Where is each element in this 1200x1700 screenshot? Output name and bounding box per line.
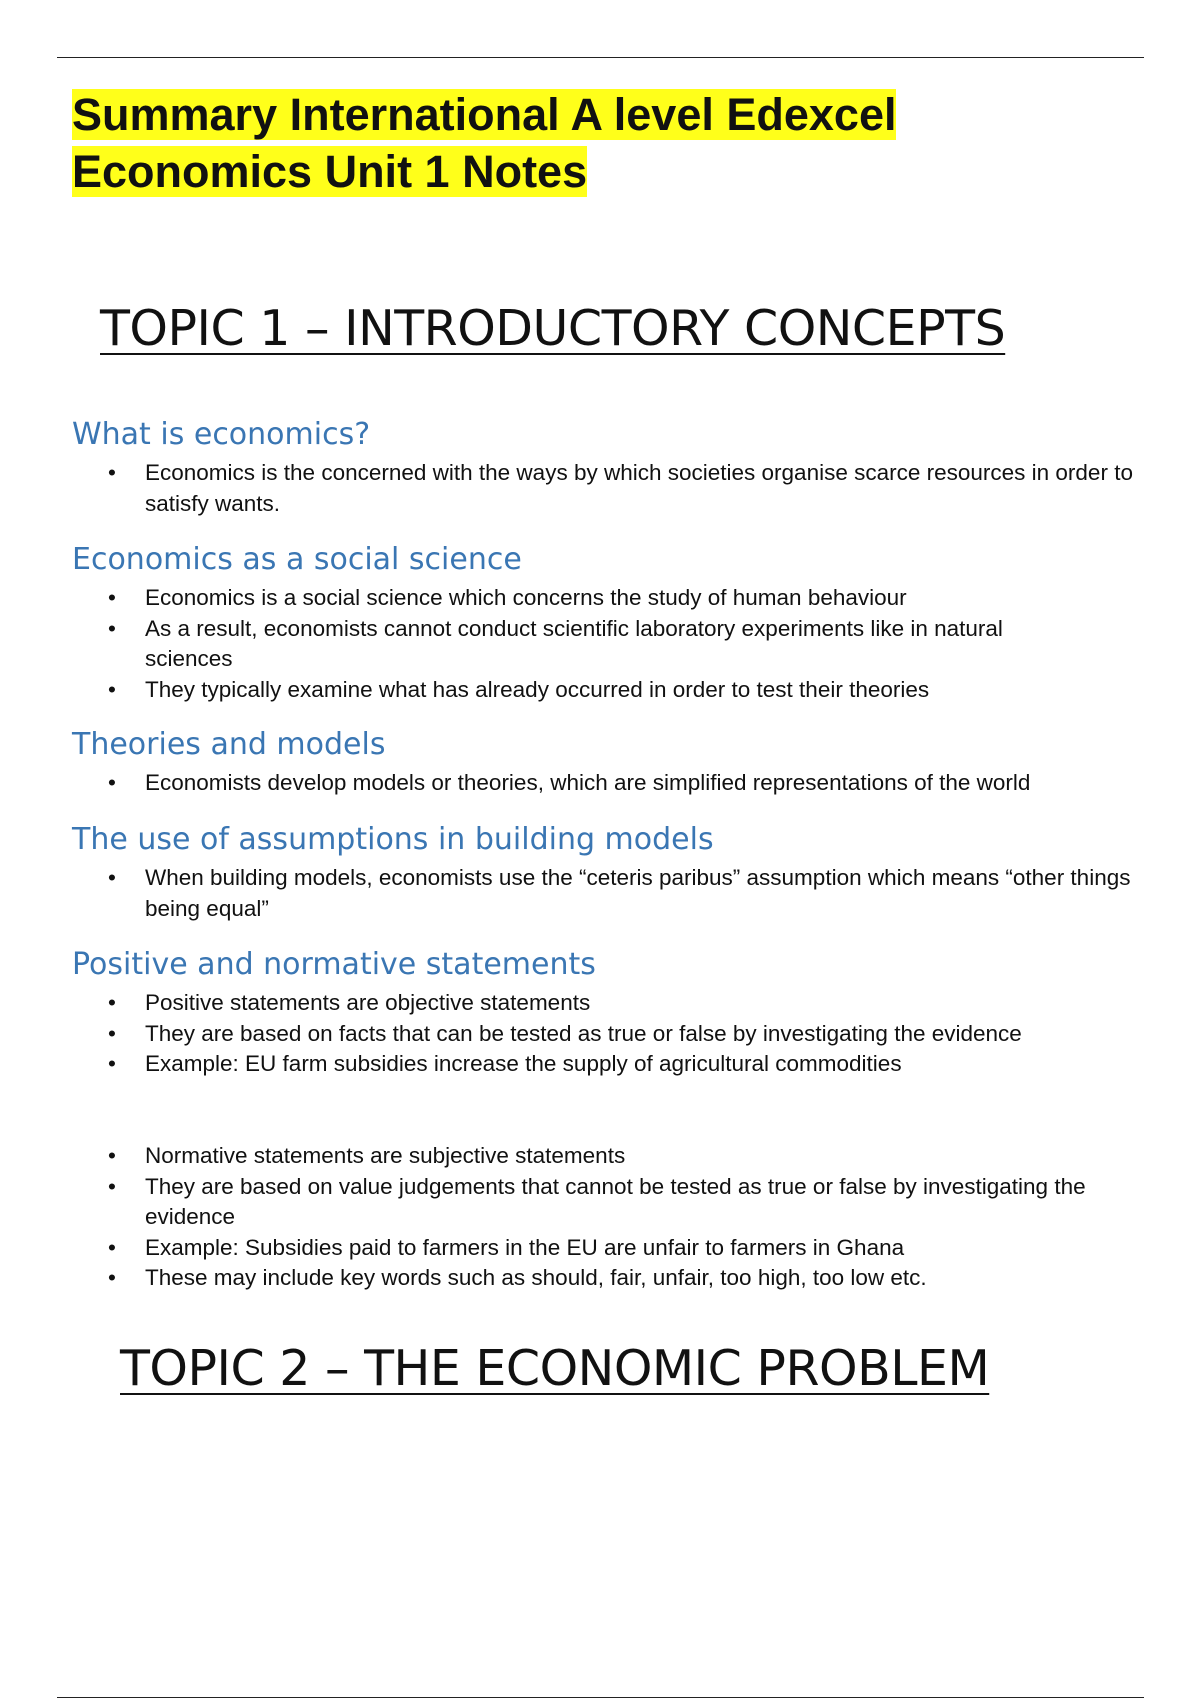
bullet-icon: • (108, 1143, 116, 1168)
list-item: • Normative statements are subjective statements (72, 1141, 1162, 1172)
document-title (72, 86, 896, 200)
list-item: • Economics is the concerned with the ways by which societies organise scarce resources in order to satisfy wants. (108, 460, 1133, 516)
list-item: • Economics is a social science which concerns the study of human behaviour (72, 583, 1162, 614)
list-item: • Example: Subsidies paid to farmers in the EU are unfair to farmers in Ghana (72, 1233, 1162, 1264)
bottom-rule (57, 1697, 1144, 1698)
bullet-icon: • (108, 676, 116, 702)
bullet-icon: • (108, 1173, 116, 1199)
list-item: • Example: EU farm subsidies increase the supply of agricultural commodities (72, 1049, 1162, 1080)
section-list-assumptions (72, 863, 1162, 924)
list-item: • They typically examine what has already occurred in order to test their theories (72, 675, 1162, 706)
bullet-icon: • (108, 460, 116, 485)
topic-2-heading: TOPIC 2 – THE ECONOMIC PROBLEM (120, 1340, 990, 1397)
list-item: • They are based on facts that can be tested as true or false by investigating the evidence (72, 1019, 1162, 1050)
list-item: • Economists develop models or theories, which are simplified representations of the world (72, 768, 1162, 799)
section-heading-positive-normative: Positive and normative statements (72, 947, 596, 982)
section-heading-assumptions: The use of assumptions in building models (72, 822, 714, 857)
section-heading-social-science: Economics as a social science (72, 542, 522, 577)
list-item: • Positive statements are objective statements (72, 988, 1162, 1019)
bullet-icon: • (108, 770, 116, 795)
section-heading-theories-models: Theories and models (72, 727, 386, 762)
list-item: • These may include key words such as should, fair, unfair, too high, too low etc. (72, 1263, 1162, 1294)
bullet-icon: • (108, 1051, 116, 1076)
section-list-normative-statements (72, 1141, 1162, 1294)
section-heading-what-is-economics: What is economics? (72, 417, 371, 452)
list-item: • They are based on value judgements that cannot be tested as true or false by investigating the evidence (108, 1173, 1086, 1229)
bullet-icon: • (108, 1265, 116, 1290)
bullet-icon: • (108, 615, 116, 641)
section-list-what-is-economics (72, 458, 1162, 519)
list-item: • As a result, economists cannot conduct scientific laboratory experiments like in natural sciences (108, 615, 1003, 671)
bullet-icon: • (108, 585, 116, 610)
bullet-icon: • (108, 990, 116, 1015)
topic-1-heading: TOPIC 1 – INTRODUCTORY CONCEPTS (100, 300, 1006, 357)
section-list-positive-statements (72, 988, 1162, 1080)
document-title-line-2: Economics Unit 1 Notes (72, 146, 588, 197)
section-list-social-science (72, 583, 1162, 705)
bullet-icon: • (108, 1020, 116, 1046)
list-item: • When building models, economists use the “ceteris paribus” assumption which means “other things being equal” (108, 865, 1131, 921)
section-list-theories-models (72, 768, 1162, 799)
document-title-line-1: Summary International A level Edexcel (72, 89, 897, 140)
bullet-icon: • (108, 1234, 116, 1260)
bullet-icon: • (108, 865, 116, 890)
top-rule (57, 57, 1144, 58)
